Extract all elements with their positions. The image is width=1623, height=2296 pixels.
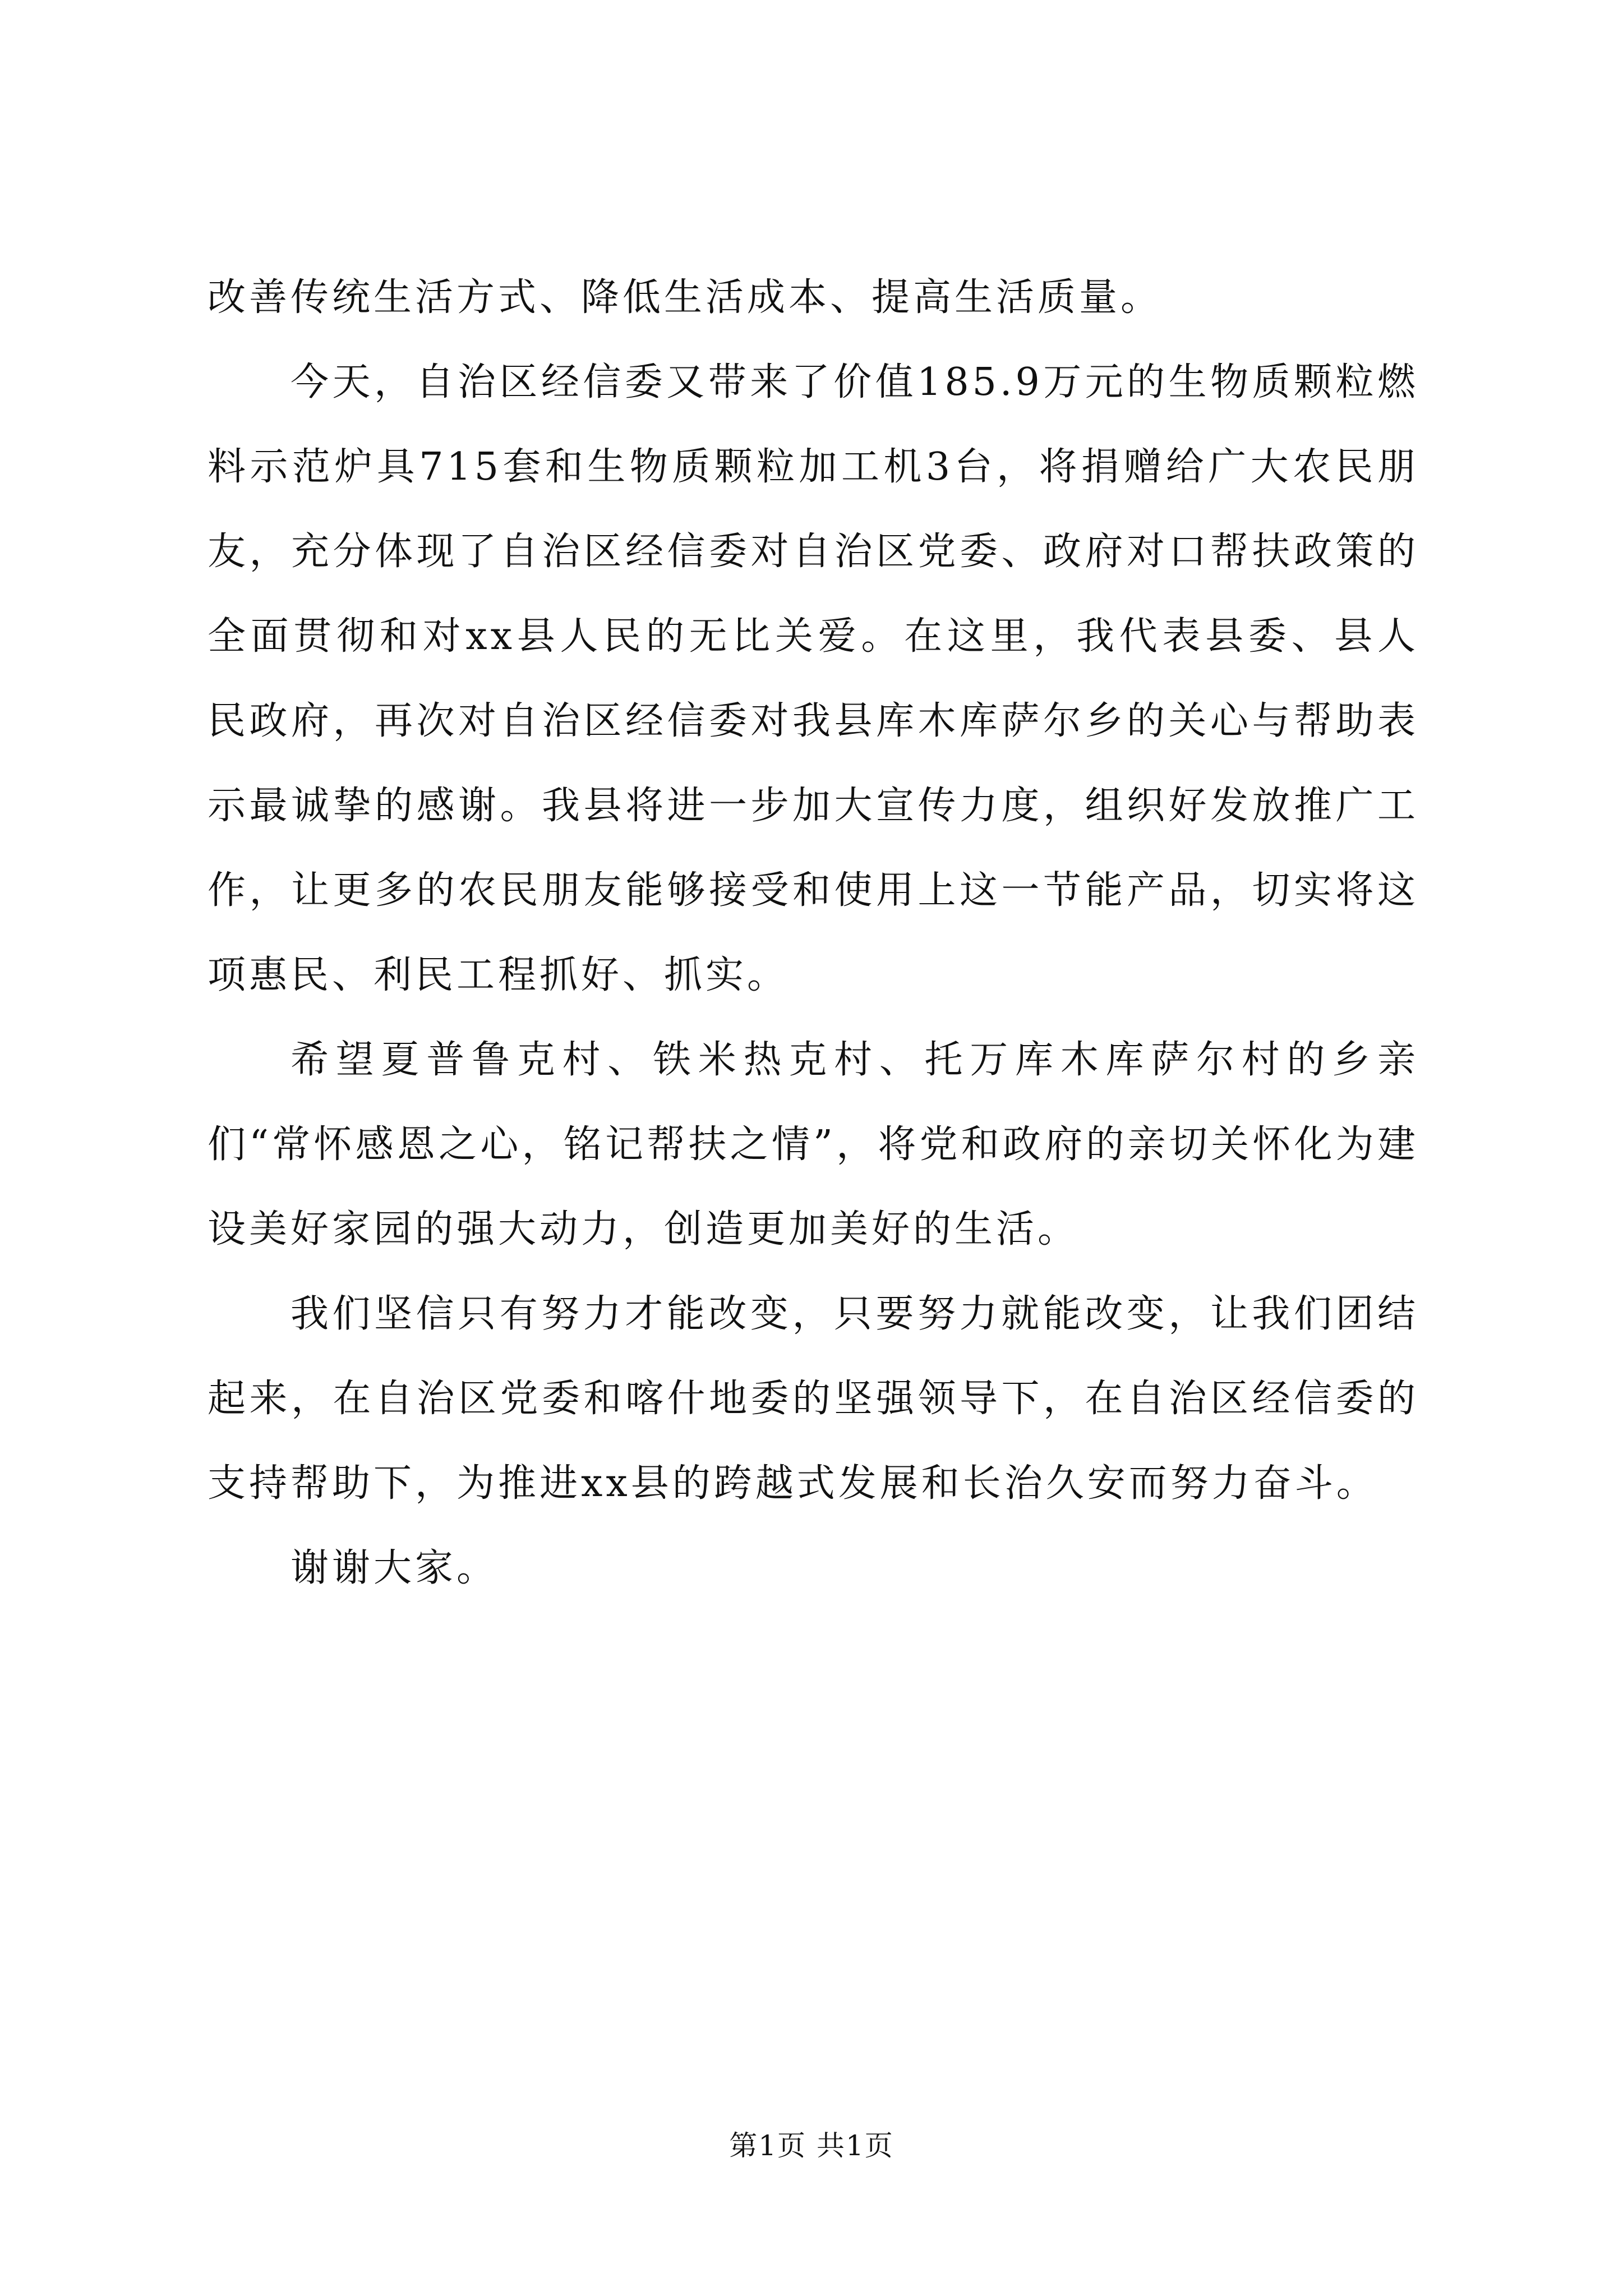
paragraph-hope: 希望夏普鲁克村、铁米热克村、托万库木库萨尔村的乡亲们“常怀感恩之心，铭记帮扶之情”，将党和政府的亲切关怀化为建设美好家园的强大动力，创造更加美好的生活。 [208, 1038, 1419, 1251]
paragraph-unite: 我们坚信只有努力才能改变，只要努力就能改变，让我们团结起来，在自治区党委和喀什地委的坚强领导下，在自治区经信委的支持帮助下，为推进xx县的跨越式发展和长治久安而努力奋斗。 [208, 1292, 1419, 1506]
paragraph-continuation: 改善传统生活方式、降低生活成本、提高生活质量。 [208, 275, 1163, 320]
paragraph-donation: 今天，自治区经信委又带来了价值185.9万元的生物质颗粒燃料示范炉具715套和生物质颗粒加工机3台，将捐赠给广大农民朋友，充分体现了自治区经信委对自治区党委、政府对口帮扶政策的全面贯彻和对xx县人民的无比关爱。在这里，我代表县委、县人民政府，再次对自治区经信委对我县库木库萨尔乡的关心与帮助表示最诚挚的感谢。我县将进一步加大宣传力度，组织好发放推广工作，让更多的农民朋友能够接受和使用上这一节能产品，切实将这项惠民、利民工程抓好、抓实。 [208, 360, 1419, 997]
document-body [208, 255, 1419, 1611]
paragraph-thanks: 谢谢大家。 [291, 1546, 499, 1590]
page-number-footer: 第1页 共1页 [729, 2129, 894, 2162]
